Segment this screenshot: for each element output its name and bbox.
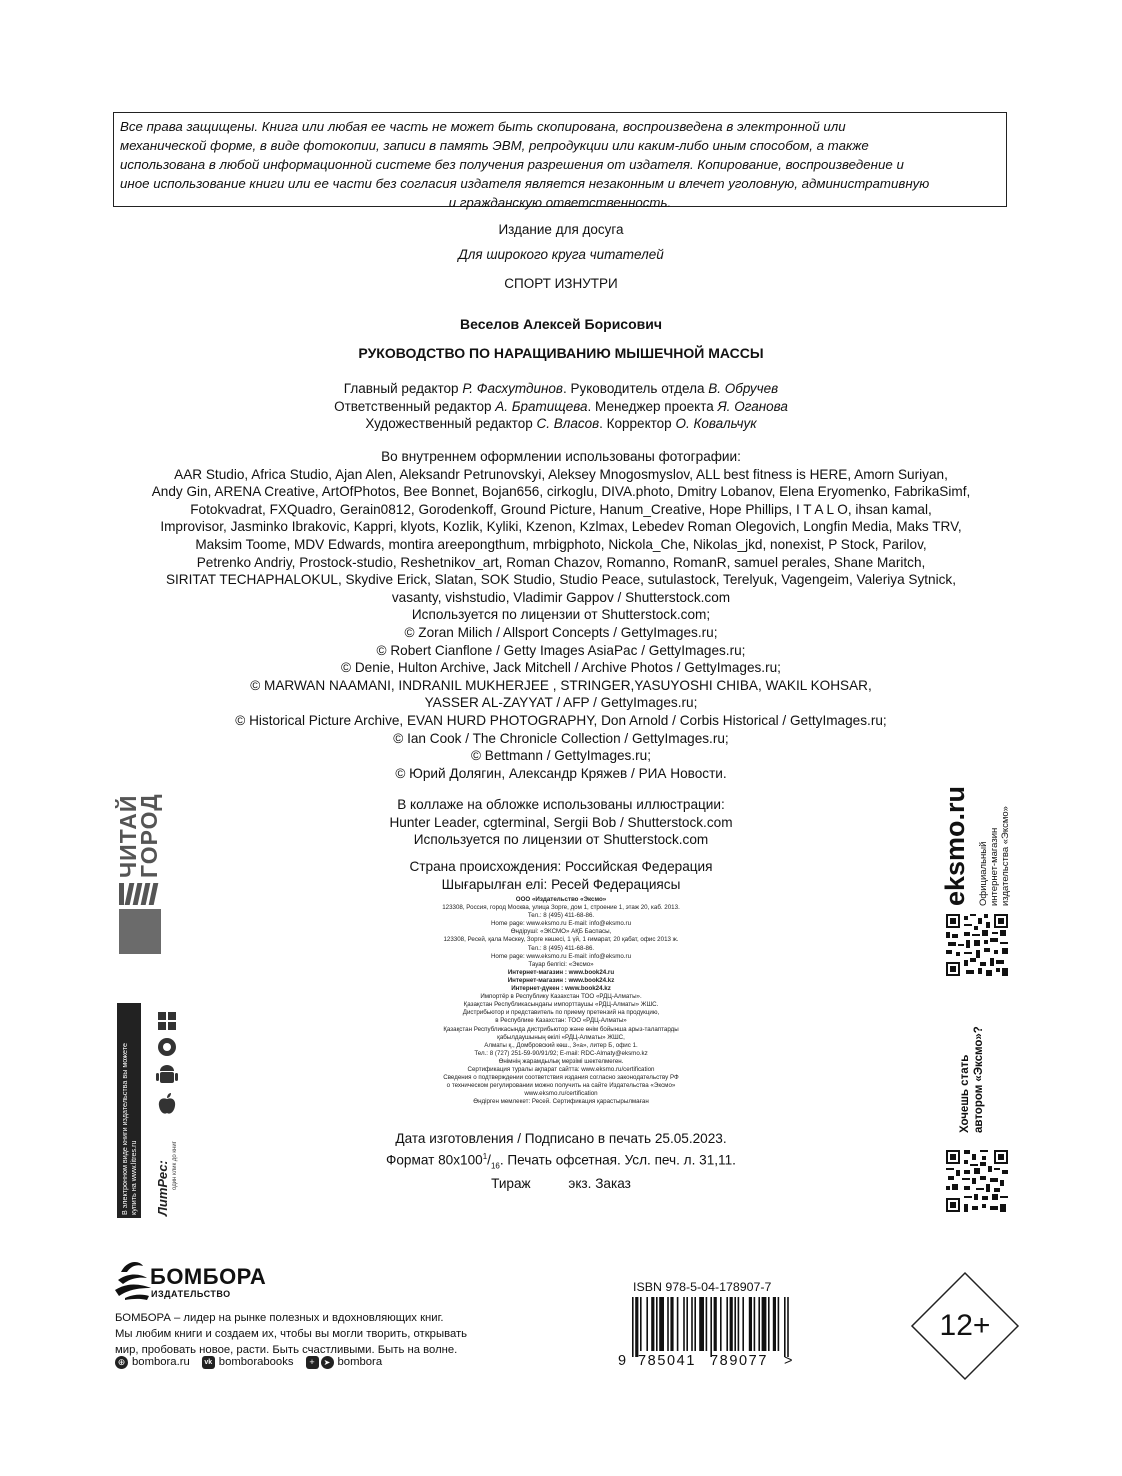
credit-line: Improvisor, Jasminko Ibrakovic, Kappri, klyots, Kozlik, Kyliki, Kzenon, Kzlmax, Lebedev Roman Olegovich, Longfin Media, Maks TRV, <box>160 519 962 535</box>
publisher-line: ООО «Издательство «Эксмо» <box>515 896 607 903</box>
barcode-bar <box>677 1297 679 1351</box>
barcode-bar <box>742 1297 744 1351</box>
barcode-bar <box>683 1297 685 1351</box>
author: Веселов Алексей Борисович <box>460 316 662 332</box>
publisher-line: Өндірген мемлекет: Ресей. Сертификация қарастырылмаған <box>473 1098 649 1106</box>
barcode-digits-right: 789077 <box>710 1353 768 1369</box>
cover-credits <box>110 796 1012 849</box>
publisher-line: Қазақстан Республикасындағы импорттаушы «РДЦ-Алматы» ЖШС. <box>463 1001 659 1009</box>
barcode-bar <box>686 1297 688 1351</box>
bombora-tg[interactable]: bombora <box>337 1356 383 1368</box>
barcode-bar <box>651 1297 654 1351</box>
staff-block <box>0 380 1122 433</box>
barcode-bar <box>710 1297 712 1357</box>
bombora-sub: ИЗДАТЕЛЬСТВО <box>151 1289 231 1299</box>
bombora-name: БОМБОРА <box>150 1264 267 1289</box>
credit-line: Petrenko Andriy, Prostock-studio, Reshetnikov_art, Roman Chazov, Romanno, RomanR, samuel perales, Shane Maritch, <box>196 554 926 570</box>
credit-line: В коллаже на обложке использованы иллюстрации: <box>397 797 725 812</box>
barcode-digit: 9 <box>618 1353 627 1369</box>
chitai-gorod-text: ЧИТАЙ ГОРОД <box>115 793 162 878</box>
barcode-bar <box>768 1297 770 1351</box>
barcode-digits-left: 785041 <box>638 1353 696 1369</box>
litres-banner-text: В электронном виде книги издательства вы можете купить на www.litres.ru <box>120 1043 138 1215</box>
print-format: Формат $80x100^1/_{16}$. Печать офсетная. Усл. печ. л. 31,11. <box>386 1152 736 1171</box>
credit-line: © Zoran Milich / Allsport Concepts / GettyImages.ru; <box>404 624 718 640</box>
rights-line: использована в любой информационной системе без получения разрешения от издателя. Копирование, воспроизведение и <box>120 157 904 172</box>
publisher-line: Алматы қ., Домбровский көш., 3«а», литер Б, офис 1. <box>484 1041 638 1049</box>
audience: Для широкого круга читателей <box>458 247 664 262</box>
credit-line: © Denie, Hulton Archive, Jack Mitchell / Archive Photos / GettyImages.ru; <box>341 660 781 676</box>
barcode-bar <box>754 1297 756 1351</box>
credit-line: Используется по лицензии от Shutterstock.com <box>413 832 709 848</box>
book-title: РУКОВОДСТВО ПО НАРАЩИВАНИЮ МЫШЕЧНОЙ МАССЫ <box>358 345 764 361</box>
bombora-social <box>115 1354 382 1370</box>
publisher-line: Home page: www.eksmo.ru E-mail: info@eksmo.ru <box>490 920 632 928</box>
barcode-bar <box>778 1297 780 1351</box>
credit-line: © MARWAN NAAMANI, INDRANIL MUKHERJEE , STRINGER,YASUYOSHI CHIBA, WAKIL KOHSAR, <box>250 677 872 693</box>
eksmo-domain: eksmo.ru <box>940 785 970 906</box>
barcode-bar <box>730 1297 733 1351</box>
rights-line: и гражданскую ответственность. <box>448 195 672 210</box>
eksmo-caption: Официальный интернет-магазин издательства «Эксмо» <box>978 806 1011 906</box>
barcode-bar <box>726 1297 728 1351</box>
credit-line: © Юрий Долягин, Александр Кряжев / РИА Новости. <box>395 765 727 781</box>
isbn-text: ISBN 978-5-04-178907-7 <box>633 1280 772 1294</box>
credit-line: YASSER AL-ZAYYAT / AFP / GettyImages.ru; <box>424 695 698 711</box>
eksmo-qr-code[interactable] <box>946 914 1008 976</box>
barcode-bar <box>762 1297 767 1351</box>
credit-line: © Historical Picture Archive, EVAN HURD PHOTOGRAPHY, Don Arnold / Corbis Historical / GettyImages.ru; <box>235 712 887 728</box>
bombora-logo-icon <box>113 1258 153 1302</box>
publisher-line: о техническом регулировании можно получить на сайте Издательства «Эксмо» <box>446 1082 676 1090</box>
barcode-bar <box>738 1297 740 1351</box>
rights-line: механической форме, в виде фотокопии, записи в память ЭВМ, репродукции или каким-либо иным способом, а также <box>120 138 869 153</box>
barcode-bar <box>758 1297 760 1351</box>
publisher-info <box>380 896 742 1106</box>
credit-line: © Bettmann / GettyImages.ru; <box>470 748 651 764</box>
credit-line: Maksim Toome, MDV Edwards, montira areepongthum, mrbigphoto, Nickola_Che, Nikolas_jkd, nonexist, P Stock, Parilov, <box>195 536 927 552</box>
print-info <box>366 1130 756 1193</box>
bombora-vk[interactable]: bomborabooks <box>218 1356 294 1368</box>
publisher-line: Интернет-магазин : www.book24.kz <box>507 976 615 984</box>
vk-icon: vk <box>202 1356 215 1369</box>
staff-line: Художественный редактор С. Власов. Корректор О. Ковальчук <box>365 416 757 431</box>
barcode-bar <box>640 1297 642 1351</box>
age-rating-text: 12+ <box>939 1309 991 1342</box>
barcode-bar <box>706 1297 708 1351</box>
rights-notice <box>113 112 1007 210</box>
barcode-bar <box>667 1297 669 1351</box>
publisher-line: Интернет-дүкен : www.book24.kz <box>511 985 611 993</box>
publisher-line: Home page: www.eksmo.ru E-mail: info@eksmo.ru <box>490 952 632 960</box>
credit-line: Во внутреннем оформлении использованы фотографии: <box>381 449 741 464</box>
barcode-bar <box>656 1297 658 1351</box>
isbn-barcode <box>618 1280 798 1375</box>
telegram-icon: ➤ <box>321 1356 334 1369</box>
windows-icon <box>156 1010 178 1032</box>
print-run: Тираж экз. Заказ <box>491 1176 631 1192</box>
barcode-bar <box>694 1297 696 1351</box>
publisher-line: Қазақстан Республикасында дистрибьютор және өнім бойынша арыз-талаптарды <box>443 1025 679 1033</box>
bombora-description: БОМБОРА – лидер на рынке полезных и вдохновляющих книг. Мы любим книги и создаем их, чтобы вы могли творить, открывать мир, пробовать новое, расти. Быть счастливыми. Быть на волне. <box>115 1312 468 1356</box>
barcode-bar <box>670 1297 673 1351</box>
credit-line: Используется по лицензии от Shutterstock.com; <box>411 607 711 623</box>
barcode-bar <box>635 1297 638 1357</box>
edition-type: Издание для досуга <box>498 222 624 237</box>
barcode-bar <box>720 1297 722 1351</box>
barcode-bar <box>749 1297 752 1351</box>
barcode-bar <box>646 1297 648 1351</box>
barcode-bar <box>773 1297 776 1351</box>
credit-line: SIRITAT TECHAPHALOKUL, Skydive Erick, Slatan, SOK Studio, Studio Peace, sutulastock, Terelyuk, Vagengeim, Valeriya Sytnick, <box>165 572 957 588</box>
barcode-bar <box>659 1297 664 1351</box>
barcode-bar <box>632 1297 634 1357</box>
litres-banner <box>117 1003 141 1218</box>
publisher-line: 123308, Россия, город Москва, улица Зорге, дом 1, строение 1, этаж 20, каб. 2013. <box>442 904 680 912</box>
rights-line: иное использование книги или ее части без согласия издателя является незаконным и влечет уголовную, административную <box>120 176 930 191</box>
rights-line: Все права защищены. Книга или любая ее часть не может быть скопирована, воспроизведена в электронной или <box>120 119 846 134</box>
staff-line: Главный редактор Р. Фасхутдинов. Руководитель отдела В. Обручев <box>343 381 779 396</box>
chitai-gorod-logo <box>117 770 163 955</box>
credit-line: © Ian Cook / The Chronicle Collection / GettyImages.ru; <box>393 730 729 746</box>
staff-line: Ответственный редактор А. Братищева. Менеджер проекта Я. Оганова <box>334 398 788 414</box>
chitai-gorod-block <box>119 909 161 954</box>
publisher-line: Интернет-магазин : www.book24.ru <box>507 968 615 976</box>
barcode-arrow: > <box>784 1353 793 1369</box>
chitai-gorod-stripes-icon <box>119 883 161 905</box>
author-qr-code[interactable] <box>946 1150 1008 1212</box>
publisher-line: Сертификация туралы ақпарат сайтта: www.eksmo.ru/certification <box>467 1065 655 1073</box>
origin-line: Страна происхождения: Российская Федерация <box>409 859 713 874</box>
credit-line: © Robert Cianflone / Getty Images AsiaPac / GettyImages.ru; <box>376 642 746 658</box>
publisher-line: Сведения о подтверждении соответствия издания согласно законодательству РФ <box>443 1074 679 1082</box>
barcode-bar <box>699 1297 704 1351</box>
publisher-line: Тел.: 8 (727) 251-59-90/91/92; E-mail: RDC-Almaty@eksmo.kz <box>474 1049 648 1057</box>
publisher-line: Тел.: 8 (495) 411-68-86. <box>527 944 595 952</box>
credit-line: Fotokvadrat, FXQuadro, Gerain0812, Gorodenkoff, Ground Picture, Hanum_Creative, Hope Phillips, I T A L O, ihsan kamal, <box>190 501 932 517</box>
publisher-line: Импортёр в Республику Казахстан ТОО «РДЦ-Алматы». <box>480 993 642 1001</box>
credit-line: Andy Gin, ARENA Creative, ArtOfPhotos, Bee Bonnet, Bojan656, cirkoglu, DIVA.photo, Dmitry Lobanov, Elena Eryomenko, FabrikaSimf, <box>151 484 971 500</box>
android-icon <box>156 1064 178 1088</box>
credit-line: Hunter Leader, cgterminal, Sergii Bob / Shutterstock.com <box>389 814 733 830</box>
age-rating <box>910 1271 1020 1381</box>
apple-icon <box>156 1092 178 1116</box>
bombora-site[interactable]: bombora.ru <box>132 1356 190 1368</box>
litres-logo: ЛитРес: <box>155 1160 170 1216</box>
globe-icon: ⊕ <box>115 1356 128 1369</box>
barcode-bar <box>691 1297 693 1351</box>
credit-line: AAR Studio, Africa Studio, Ajan Alen, Aleksandr Petrunovskyi, Aleksey Mnogosmyslov, ALL best fitness is HERE, Amorn Suriyan, <box>174 466 948 482</box>
origin <box>110 858 1012 893</box>
barcode-bar <box>734 1297 736 1351</box>
barcode-bar <box>784 1297 786 1357</box>
plus-icon: + <box>306 1356 319 1369</box>
litres-logo-sub: один клик до книг <box>172 1141 178 1190</box>
barcode-bar <box>714 1297 717 1351</box>
eksmo-author-cta: Хочешь стать автором «Эксмо»? <box>959 1026 985 1133</box>
publisher-line: 123308, Ресей, қала Мәскеу, Зорге көшесі, 1 үй, 1 ғимарат, 20 қабат, офис 2013 ж. <box>443 936 679 944</box>
series: СПОРТ ИЗНУТРИ <box>504 276 618 291</box>
barcode-bar <box>787 1297 789 1357</box>
publisher-line: в Республике Казахстан: ТОО «РДЦ-Алматы» <box>495 1017 627 1025</box>
print-date: Дата изготовления / Подписано в печать 25.05.2023. <box>395 1131 727 1146</box>
barcode-bars <box>632 1297 790 1357</box>
photo-credits <box>110 448 1012 782</box>
publisher-line: қабылдаушының өкілі «РДЦ-Алматы» ЖШС, <box>497 1033 625 1041</box>
origin-line: Шығарылған елі: Ресей Федерациясы <box>441 876 681 892</box>
credit-line: vasanty, vishstudio, Vladimir Gappov / Shutterstock.com <box>391 589 731 605</box>
publisher-line: Өндіруші: «ЭКСМО» АҚБ Баспасы, <box>510 928 612 936</box>
publisher-line: www.eksmo.ru/certification <box>524 1090 598 1098</box>
publisher-line: Тел.: 8 (495) 411-68-86. <box>527 912 595 920</box>
publisher-line: Тауар белгісі: «Эксмо» <box>528 960 594 968</box>
publisher-line: Дистрибьютор и представитель по приему претензий на продукцию, <box>462 1009 660 1017</box>
publisher-line: Өнімнің жарамдылық мерзімі шектелмеген. <box>498 1057 624 1065</box>
browser-icon <box>156 1036 178 1058</box>
